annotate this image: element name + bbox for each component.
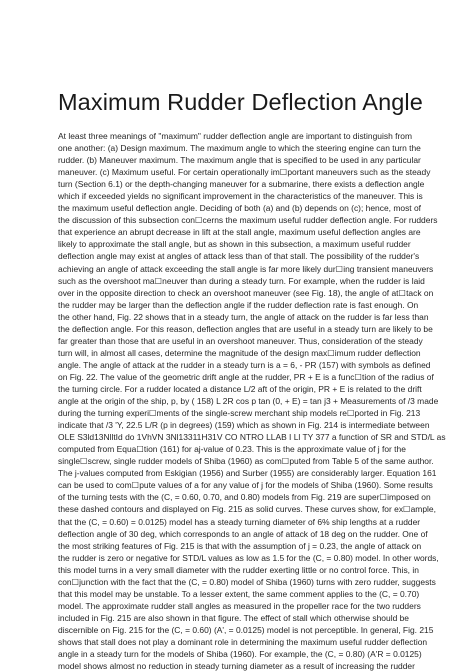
paragraph-line: over in the opposite direction to check an overshoot maneuver (see Fig. 18), the angle of at☐tack on	[58, 287, 434, 298]
paragraph-line: that experience an abrupt decrease in lift at the stall angle, maximum useful deflection angles are	[58, 227, 421, 238]
paragraph-line: angle at the origin of the ship, p, by ( 158) L 2R cos p tan (0, + E) = tan j3 + Measurements of /3 made	[58, 396, 439, 407]
page-title: Maximum Rudder Deflection Angle	[58, 89, 423, 115]
paragraph-line: angle. The angle of attack at the rudder in a steady turn is a = 6, - PR (157) with symbols as defined	[58, 359, 431, 370]
paragraph-line: discernible on Fig. 215 for the (C, = 0.60) (A', = 0.0125) model is not perceptible. In general, Fig. 215	[58, 624, 434, 635]
paragraph-line: this model turns in a very small diameter with the rudder exerting little or no control force. This, in	[58, 564, 419, 575]
paragraph-line: the other hand, Fig. 22 shows that in a steady turn, the angle of attack on the rudder is far less than	[58, 311, 429, 322]
paragraph-line: model. The approximate rudder stall angles as measured in the propeller race for the two rudders	[58, 600, 421, 611]
paragraph-line: indicate that /3 'Y, 22.5 L/R (p in degrees) (159) which as shown in Fig. 214 is intermediate between	[58, 420, 430, 431]
paragraph-line: on Fig. 22. The value of the geometric drift angle at the rudder, PR + E is a func☐tion of the radius of	[58, 371, 434, 382]
paragraph-line: rudder. (b) Maneuver maximum. The maximum angle that is specified to be used in any particular	[58, 155, 421, 166]
paragraph-line: which if exceeded yields no significant improvement in the characteristics of the maneuver. This is	[58, 191, 423, 202]
paragraph-line: the discussion of this subsection con☐cerns the maximum useful rudder deflection angle. For rudders	[58, 215, 438, 226]
paragraph-line: At least three meanings of "maximum" rudder deflection angle are important to distinguish from	[58, 131, 412, 141]
paragraph-line: included in Fig. 215 are also shown in that figure. The effect of stall which otherwise should be	[58, 612, 409, 623]
paragraph-line: single☐screw, single rudder models of Shiba (1960) as com☐puted from Table 5 of the same author.	[58, 456, 434, 467]
paragraph-line: achieving an angle of attack exceeding the stall angle is far more likely dur☐ing transient maneuvers	[58, 263, 434, 274]
paragraph-line: can be used to com☐pute values of a for any value of j for the models of Shiba (1960). Some results	[58, 480, 433, 491]
paragraph-line: maneuver. (c) Maximum useful. For certain operationally im☐portant maneuvers such as the steady	[58, 167, 431, 178]
paragraph-line: the maximum useful deflection angle. Deciding of both (a) and (b) depends on (c); hence, most of	[58, 203, 422, 214]
paragraph-line: the deflection angle. For this reason, deflection angles that are useful in a steady turn are likely to be	[58, 323, 433, 334]
paragraph-line: one another: (a) Design maximum. The maximum angle to which the steering engine can turn the	[58, 143, 421, 154]
paragraph-line: the rudder is zero or negative for STD/L values as low as 1.5 for the (C, = 0.80) model. In other words,	[58, 552, 439, 563]
paragraph-line: OLE S3ld13NlltId do 1VhVN 3Nl13311H31V CO NTRO LLAB I Ll TY 377 a function of SR and STD/L as	[58, 432, 446, 443]
paragraph-line: shows that stall does not play a dominant role in determining the maximum useful rudder deflection	[58, 636, 428, 647]
paragraph-line: con☐junction with the fact that the (C, = 0.80) model of Shiba (1960) turns with zero rudder, suggests	[58, 576, 436, 587]
paragraph-line: during the turning experi☐ments of the single-screw merchant ship models re☐ported in Fig. 213	[58, 408, 421, 419]
body-paragraph	[58, 130, 446, 672]
paragraph-line: such as the overshoot ma☐neuver than during a steady turn. For example, when the rudder is laid	[58, 275, 425, 286]
paragraph-line: the most striking features of Fig. 215 is that with the assumption of j = 0.23, the angle of attack on	[58, 540, 422, 551]
paragraph-line: turn (Section 6.1) or the depth-changing maneuver for a submarine, there exists a deflection angle	[58, 179, 425, 190]
paragraph-line: deflection angle may exist at angles of attack less than of that stall. The possibility of the rudder's	[58, 251, 420, 262]
paragraph-line: turn will, in almost all cases, determine the magnitude of the design max☐imum rudder deflection	[58, 347, 421, 358]
paragraph-line: angle in a steady turn for the models of Shiba (1960). For example, the (C, = 0.80) (A'R = 0.0125)	[58, 649, 422, 660]
paragraph-line: these dashed contours and displayed on Fig. 215 as solid curves. These curves show, for ex☐ample,	[58, 504, 436, 515]
paragraph-line: computed from Equa☐tion (161) for aj-value of 0.23. This is the approximate value of j for the	[58, 444, 406, 455]
paragraph-line: the turning circle. For a rudder located a distance L/2 aft of the origin, PR + E is related to the drift	[58, 383, 422, 394]
paragraph-line: that the (C, = 0.60) = 0.0125) model has a steady turning diameter of 6% ship lengths at a rudder	[58, 516, 421, 527]
paragraph-line: that this model may be unstable. To a lesser extent, the same comment applies to the (C, = 0.70)	[58, 588, 420, 599]
paragraph-line: far greater than those that are useful in an overshoot maneuver. Thus, consideration of the steady	[58, 335, 423, 346]
paragraph-line: model shows almost no reduction in steady turning diameter as a result of increasing the rudder	[58, 661, 415, 672]
paragraph-line: likely to approximate the stall angle, but as shown in this subsection, a maximum useful rudder	[58, 239, 411, 250]
paragraph-line: of the turning tests with the (C, = 0.60, 0.70, and 0.80) models from Fig. 219 are super☐imposed on	[58, 492, 431, 503]
paragraph-line: deflection angle of 30 deg, which corresponds to an angle of attack of 18 deg on the rudder. One of	[58, 528, 428, 539]
paragraph-line: the rudder may be larger than the deflection angle if the rudder deflection rate is fast enough. On	[58, 299, 419, 310]
paragraph-line: The j-values computed from Eskigian (1956) and Surber (1955) are considerably larger. Equation 161	[58, 468, 437, 479]
